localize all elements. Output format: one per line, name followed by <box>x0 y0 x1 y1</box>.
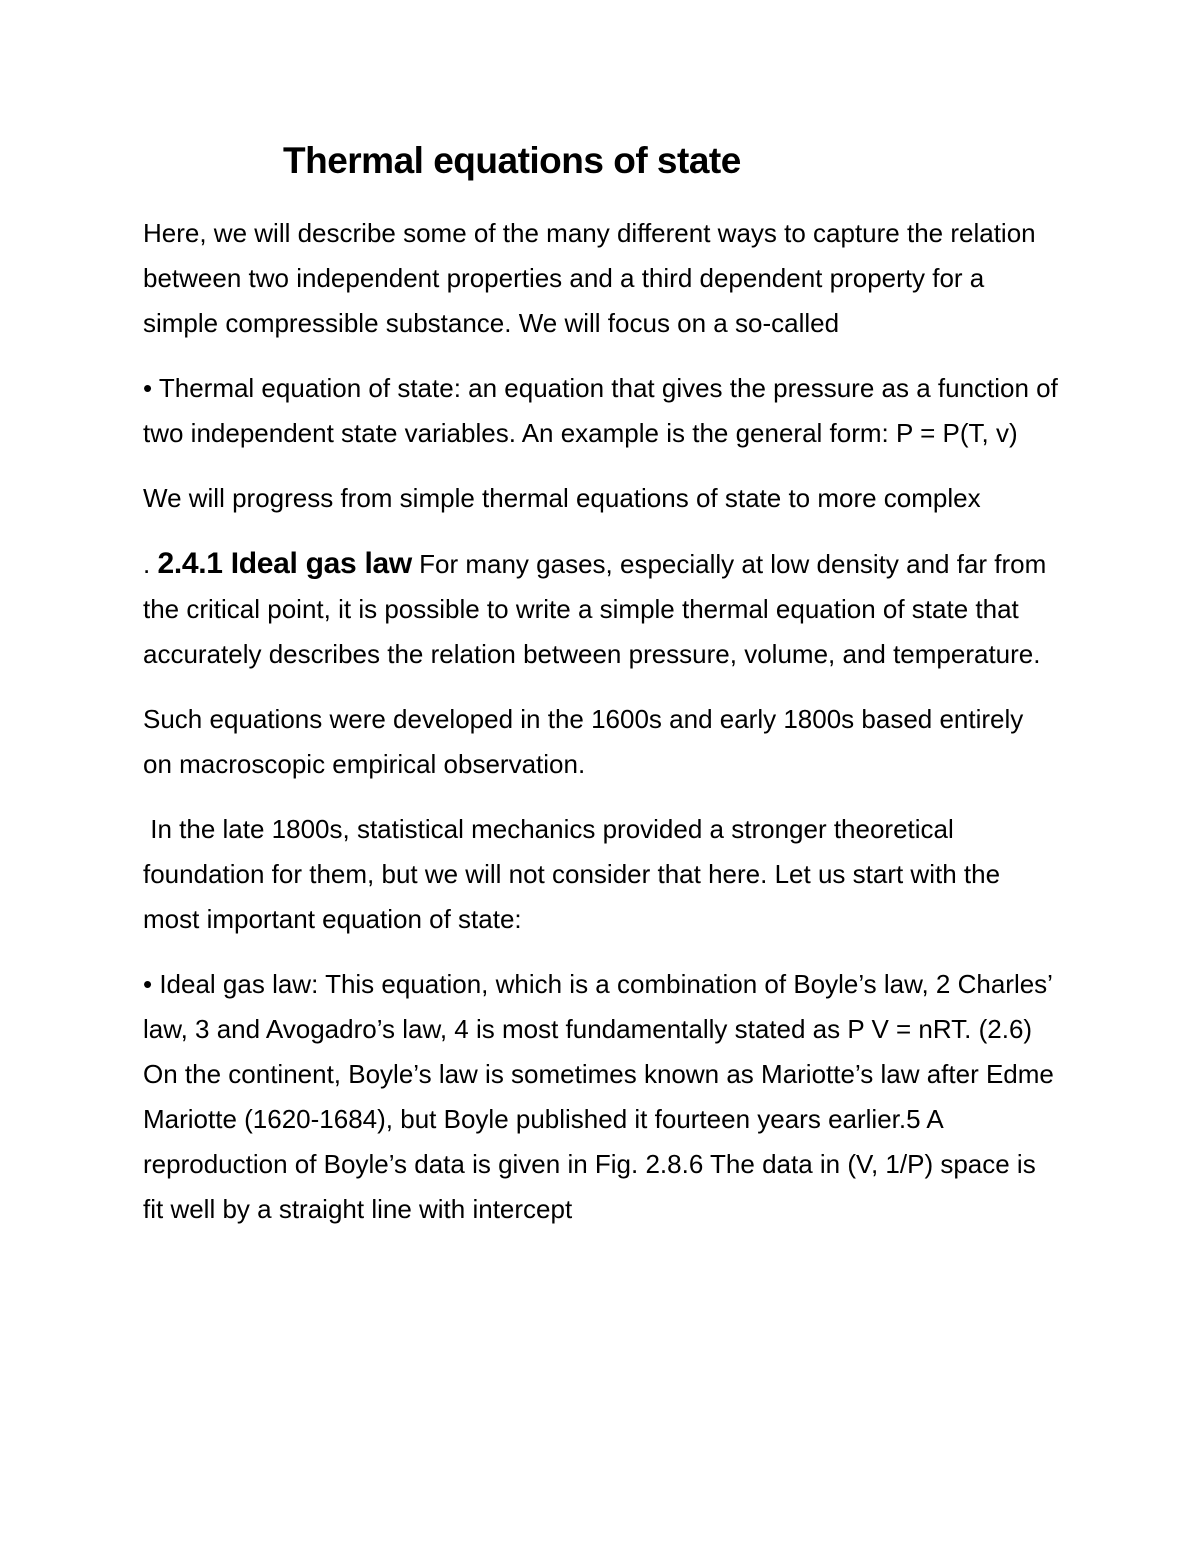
page-title: Thermal equations of state <box>283 140 741 181</box>
ideal-gas-law-section-paragraph <box>143 541 1058 677</box>
bullet-thermal-equation-of-state: • Thermal equation of state: an equation that gives the pressure as a function of two independent state variables. An example is the general form: P = P(T, v) <box>143 373 1066 448</box>
history-paragraph: Such equations were developed in the 1600s and early 1800s based entirely on macroscopic empirical observation. <box>143 704 1031 779</box>
section-body-text: For many gases, especially at low density and far from the critical point, it is possible to write a simple thermal equation of state that accurately describes the relation between pressure, volume, and temperature. <box>143 549 1054 669</box>
progress-paragraph: We will progress from simple thermal equations of state to more complex <box>143 483 981 513</box>
section-heading: 2.4.1 Ideal gas law <box>157 547 412 580</box>
bullet-ideal-gas-law: • Ideal gas law: This equation, which is a combination of Boyle’s law, 2 Charles’ law, 3 and Avogadro’s law, 4 is most fundamentally stated as P V = nRT. (2.6) On the continent, Boyle’s law is sometimes known as Mariotte’s law after Edme Mariotte (1620-1684), but Boyle published it fourteen years earlier.5 A reproduction of Boyle’s data is given in Fig. 2.8.6 The data in (V, 1/P) space is fit well by a straight line with intercept <box>143 969 1062 1224</box>
intro-paragraph: Here, we will describe some of the many different ways to capture the relation between two independent properties and a third dependent property for a simple compressible substance. We will focus on a so-called <box>143 218 1043 338</box>
statistical-mechanics-paragraph: In the late 1800s, statistical mechanics provided a stronger theoretical foundation for them, but we will not consider that here. Let us start with the most important equation of state: <box>143 814 1008 934</box>
section-prefix: . <box>143 549 158 579</box>
